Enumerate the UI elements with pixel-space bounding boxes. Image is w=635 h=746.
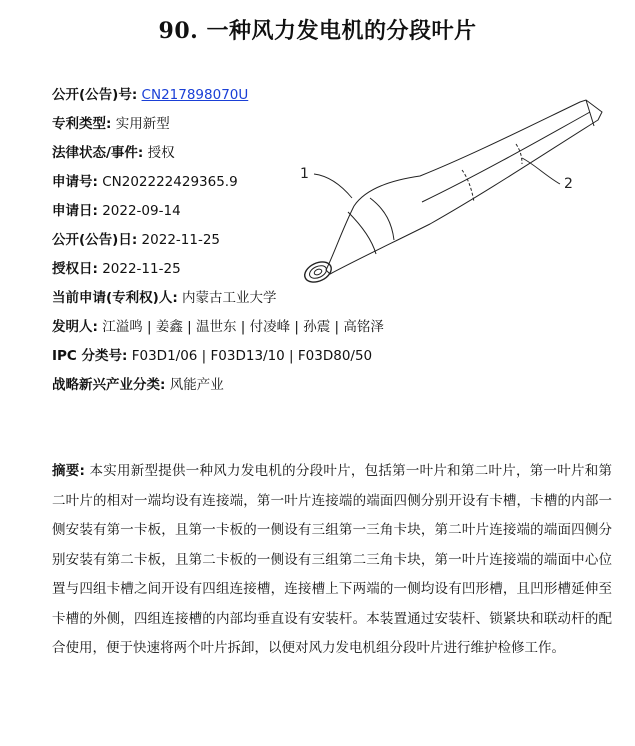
industry-label: 战略新兴产业分类: [52, 377, 166, 393]
app-date-label: 申请日: [52, 203, 98, 219]
industry-value: 风能产业 [169, 377, 224, 393]
pub-no-label: 公开(公告)号: [52, 87, 138, 103]
ipc-label: IPC 分类号: [52, 348, 128, 364]
abstract-label: 摘要: [52, 463, 85, 479]
pub-date-label: 公开(公告)日: [52, 232, 138, 248]
ipc-row [52, 345, 452, 374]
callout-line-2 [522, 158, 560, 184]
industry-row [52, 374, 452, 403]
abstract-text: 本实用新型提供一种风力发电机的分段叶片，包括第一叶片和第二叶片，第一叶片和第二叶片的相对一端均设有连接端，第一叶片连接端的端面四侧分别开设有卡槽，卡槽的内部一侧安装有第一卡板，且第一卡板的一侧设有三组第一三角卡块，第二叶片连接端的端面四侧分别安装有第二卡板，且第二卡板的一侧设有三组第二三角卡块，第一叶片连接端的端面中心位置与四组卡槽之间开设有四组连接槽，连接槽上下两端的一侧均设有凹形槽，且凹形槽延伸至卡槽的外侧，四组连接槽的内部均垂直设有安装杆。本装置通过安装杆、锁紧块和联动杆的配合使用，便于快速将两个叶片拆卸，以便对风力发电机组分段叶片进行维护检修工作。 [52, 463, 613, 656]
callout-label-1: 1 [300, 166, 309, 182]
segment-joint [462, 170, 474, 202]
blade-outline [326, 100, 602, 274]
applicant-label: 当前申请(专利权)人: [52, 290, 178, 306]
legal-status-value: 授权 [147, 145, 175, 161]
pub-date-value: 2022-11-25 [141, 232, 221, 248]
callout-label-2: 2 [564, 176, 573, 192]
inventors-row [52, 316, 452, 345]
page-title: 90. 一种风力发电机的分段叶片 [158, 18, 477, 44]
blade-drawing [290, 94, 610, 284]
legal-status-label: 法律状态/事件: [52, 145, 144, 161]
app-date-value: 2022-09-14 [102, 203, 181, 219]
inventors-value: 江溢鸣 | 姜鑫 | 温世东 | 付凌峰 | 孙震 | 高铭泽 [102, 319, 384, 335]
abstract-section [52, 457, 612, 664]
app-no-label: 申请号: [52, 174, 98, 190]
patent-type-value: 实用新型 [115, 116, 170, 132]
pub-no-link[interactable]: CN217898070U [141, 87, 249, 103]
grant-date-label: 授权日: [52, 261, 98, 277]
patent-type-label: 专利类型: [52, 116, 112, 132]
applicant-row [52, 287, 452, 316]
inventors-label: 发明人: [52, 319, 98, 335]
callout-line-1 [314, 174, 352, 198]
applicant-value: 内蒙古工业大学 [182, 290, 277, 306]
grant-date-value: 2022-11-25 [102, 261, 181, 277]
ipc-value: F03D1/06 | F03D13/10 | F03D80/50 [131, 348, 373, 364]
app-no-value: CN202222429365.9 [102, 174, 238, 190]
